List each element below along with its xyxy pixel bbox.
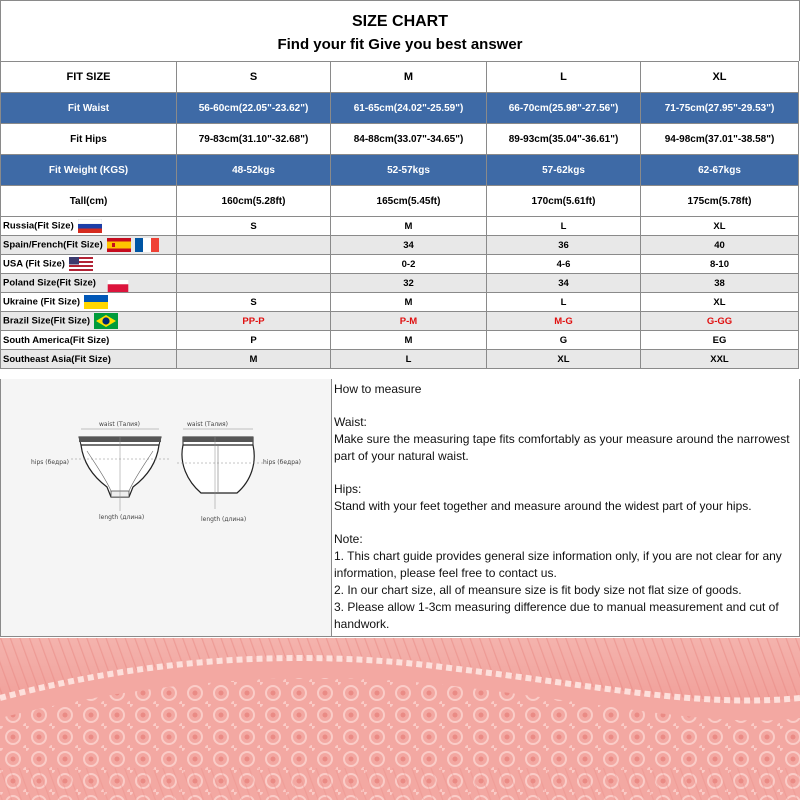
- table-cell: L: [487, 217, 641, 236]
- table-cell: L: [487, 293, 641, 312]
- size-header: M: [331, 62, 487, 93]
- table-cell: 52-57kgs: [331, 155, 487, 186]
- length-label-right: length (длина): [201, 516, 247, 523]
- table-row-russia: [1, 217, 799, 236]
- table-cell: P-M: [331, 312, 487, 331]
- table-row-southeast-asia: [1, 350, 799, 369]
- table-row-fit-hips: [1, 124, 799, 155]
- table-cell: M: [331, 217, 487, 236]
- table-cell: 89-93cm(35.04"-36.61"): [487, 124, 641, 155]
- row-label-text: Ukraine (Fit Size): [3, 296, 81, 308]
- note-3: 3. Please allow 1-3cm measuring difference due to manual measurement and cut of handwork.: [334, 600, 779, 631]
- table-cell: [177, 255, 331, 274]
- table-cell: P: [177, 331, 331, 350]
- waist-label-left: waist (Талия): [99, 421, 141, 428]
- table-cell: PP-P: [177, 312, 331, 331]
- table-cell: 56-60cm(22.05"-23.62"): [177, 93, 331, 124]
- table-cell: 79-83cm(31.10"-32.68"): [177, 124, 331, 155]
- row-label: Fit Weight (KGS): [1, 155, 177, 186]
- table-cell: 0-2: [331, 255, 487, 274]
- note-1: 1. This chart guide provides general size information only, if you are not clear for any information, please feel free to contact us.: [334, 549, 782, 580]
- russia-flag-icon: [78, 219, 102, 233]
- row-label: [1, 293, 177, 312]
- table-header-row: [1, 62, 799, 93]
- table-cell: [177, 274, 331, 293]
- note-title: Note:: [334, 532, 363, 546]
- table-cell: XL: [641, 217, 799, 236]
- chart-subtitle: Find your fit Give you best answer: [277, 36, 523, 53]
- table-cell: 8-10: [641, 255, 799, 274]
- briefs-diagram-image: [1, 379, 331, 636]
- table-cell: [177, 236, 331, 255]
- size-header: L: [487, 62, 641, 93]
- table-cell: M-G: [487, 312, 641, 331]
- chart-header: [0, 0, 800, 61]
- lace-fabric-image: [0, 638, 800, 800]
- table-cell: G-GG: [641, 312, 799, 331]
- table-cell: M: [331, 331, 487, 350]
- fit-size-header: FIT SIZE: [1, 62, 177, 93]
- chart-title: SIZE CHART: [352, 13, 448, 30]
- table-row-ukraine: [1, 293, 799, 312]
- notes-heading: How to measure: [334, 382, 422, 396]
- row-label-text: Spain/French(Fit Size): [3, 239, 103, 251]
- table-cell: 32: [331, 274, 487, 293]
- row-label: [1, 236, 177, 255]
- measure-section: [0, 379, 800, 637]
- table-row-tall: [1, 186, 799, 217]
- measurement-diagram: [1, 379, 332, 636]
- row-label: South America(Fit Size): [1, 331, 177, 350]
- table-row-poland: [1, 274, 799, 293]
- table-row-usa: [1, 255, 799, 274]
- table-cell: 34: [331, 236, 487, 255]
- table-cell: EG: [641, 331, 799, 350]
- lace-fabric-photo: [0, 638, 800, 800]
- table-row-fit-waist: [1, 93, 799, 124]
- france-flag-icon: [135, 238, 159, 252]
- table-cell: G: [487, 331, 641, 350]
- table-cell: 48-52kgs: [177, 155, 331, 186]
- table-row-fit-weight: [1, 155, 799, 186]
- table-row-south-america: [1, 331, 799, 350]
- row-label: [1, 255, 177, 274]
- row-label-text: USA (Fit Size): [3, 258, 65, 270]
- row-label: Fit Waist: [1, 93, 177, 124]
- size-header: XL: [641, 62, 799, 93]
- row-label: Tall(cm): [1, 186, 177, 217]
- table-cell: M: [331, 293, 487, 312]
- table-cell: 61-65cm(24.02"-25.59"): [331, 93, 487, 124]
- table-cell: 66-70cm(25.98"-27.56"): [487, 93, 641, 124]
- table-row-brazil: [1, 312, 799, 331]
- size-table: [0, 61, 799, 369]
- measure-notes: [334, 381, 796, 633]
- row-label: [1, 274, 177, 293]
- hips-title: Hips:: [334, 482, 362, 496]
- brazil-flag-icon: [94, 313, 118, 329]
- row-label: [1, 217, 177, 236]
- size-header: S: [177, 62, 331, 93]
- hips-label-left: hips (бедра): [31, 459, 70, 466]
- table-cell: M: [177, 350, 331, 369]
- table-cell: XL: [487, 350, 641, 369]
- table-cell: 34: [487, 274, 641, 293]
- spain-flag-icon: [107, 238, 131, 252]
- table-cell: 165cm(5.45ft): [331, 186, 487, 217]
- table-cell: XXL: [641, 350, 799, 369]
- table-cell: S: [177, 293, 331, 312]
- row-label: Fit Hips: [1, 124, 177, 155]
- hips-text: Stand with your feet together and measure around the widest part of your hips.: [334, 499, 752, 513]
- length-label-left: length (длина): [99, 514, 145, 521]
- note-2: 2. In our chart size, all of meansure size is fit body size not flat size of goods.: [334, 583, 742, 597]
- table-cell: L: [331, 350, 487, 369]
- table-cell: 160cm(5.28ft): [177, 186, 331, 217]
- hips-label-right: hips (бедра): [263, 459, 302, 466]
- row-label-text: Russia(Fit Size): [3, 220, 74, 232]
- table-cell: 94-98cm(37.01"-38.58"): [641, 124, 799, 155]
- table-cell: 62-67kgs: [641, 155, 799, 186]
- table-cell: 84-88cm(33.07"-34.65"): [331, 124, 487, 155]
- table-row-spain-french: [1, 236, 799, 255]
- row-label-text: Brazil Size(Fit Size): [3, 315, 91, 327]
- row-label: [1, 312, 177, 331]
- table-cell: 4-6: [487, 255, 641, 274]
- table-cell: 170cm(5.61ft): [487, 186, 641, 217]
- ukraine-flag-icon: [84, 295, 108, 309]
- table-cell: 36: [487, 236, 641, 255]
- waist-label-right: waist (Талия): [187, 421, 229, 428]
- table-cell: S: [177, 217, 331, 236]
- usa-flag-icon: [69, 257, 93, 271]
- table-cell: 175cm(5.78ft): [641, 186, 799, 217]
- table-cell: 40: [641, 236, 799, 255]
- waist-text: Make sure the measuring tape fits comfortably as your measure around the narrowest part of your natural waist.: [334, 432, 790, 463]
- table-cell: XL: [641, 293, 799, 312]
- table-cell: 57-62kgs: [487, 155, 641, 186]
- row-label: Southeast Asia(Fit Size): [1, 350, 177, 369]
- table-cell: 38: [641, 274, 799, 293]
- row-label-text: Poland Size(Fit Size): [3, 277, 96, 289]
- poland-flag-icon: [100, 280, 136, 292]
- table-cell: 71-75cm(27.95"-29.53"): [641, 93, 799, 124]
- waist-title: Waist:: [334, 415, 367, 429]
